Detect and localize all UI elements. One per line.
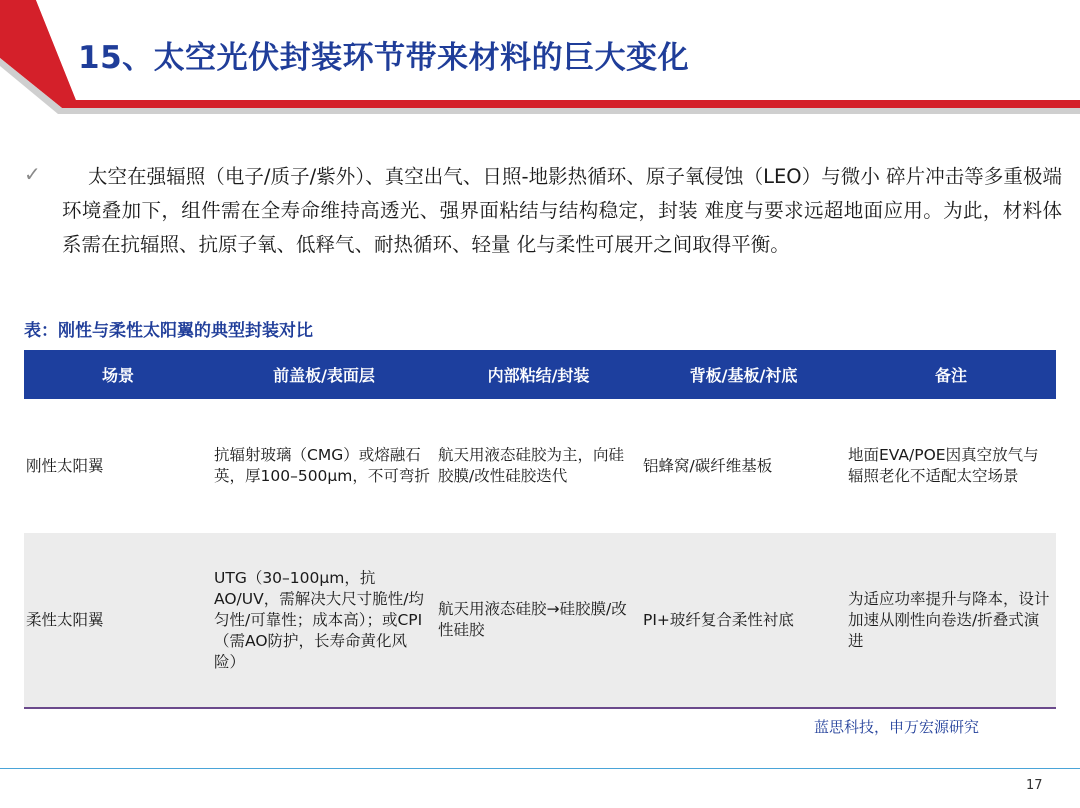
comparison-table (24, 350, 1056, 709)
page-title: 15、太空光伏封装环节带来材料的巨大变化 (78, 40, 690, 76)
page-number: 17 (1026, 778, 1043, 793)
table-row (24, 533, 1056, 708)
cell-notes: 为适应功率提升与降本，设计加速从刚性向卷迭/折叠式演进 (846, 533, 1056, 708)
intro-paragraph: 太空在强辐照（电子/质子/紫外）、真空出气、日照-地影热循环、原子氧侵蚀（LEO）与微小 碎片冲击等多重极端环境叠加下，组件需在全寿命维持高透光、强界面粘结与结构稳定，封装 难度与要求远超地面应用。为此，材料体系需在抗辐照、抗原子氧、低释气、耐热循环、轻量 化与柔性可展开之间取得平衡。 (62, 165, 1062, 256)
header-backsheet: 背板/基板/衬底 (641, 350, 846, 399)
cell-notes: 地面EVA/POE因真空放气与辐照老化不适配太空场景 (846, 399, 1056, 533)
table-caption: 表：刚性与柔性太阳翼的典型封装对比 (24, 321, 313, 341)
header-scenario: 场景 (24, 350, 212, 399)
table-row (24, 399, 1056, 533)
header-encapsulant: 内部粘结/封装 (436, 350, 641, 399)
table-header-row (24, 350, 1056, 399)
header-notes: 备注 (846, 350, 1056, 399)
checkmark-icon: ✓ (24, 162, 41, 186)
source-note: 蓝思科技，申万宏源研究 (814, 718, 980, 736)
cell-encapsulant: 航天用液态硅胶为主，向硅胶膜/改性硅胶迭代 (436, 399, 641, 533)
cell-front-cover: UTG（30–100μm，抗AO/UV，需解决大尺寸脆性/均匀性/可靠性；成本高）；或CPI（需AO防护，长寿命黄化风险） (212, 533, 436, 708)
footer-divider (0, 768, 1080, 769)
cell-backsheet: 铝蜂窝/碳纤维基板 (641, 399, 846, 533)
cell-scenario: 柔性太阳翼 (24, 533, 212, 708)
cell-scenario: 刚性太阳翼 (24, 399, 212, 533)
cell-front-cover: 抗辐射玻璃（CMG）或熔融石英，厚100–500μm，不可弯折 (212, 399, 436, 533)
cell-encapsulant: 航天用液态硅胶→硅胶膜/改性硅胶 (436, 533, 641, 708)
cell-backsheet: PI+玻纤复合柔性衬底 (641, 533, 846, 708)
header-front-cover: 前盖板/表面层 (212, 350, 436, 399)
